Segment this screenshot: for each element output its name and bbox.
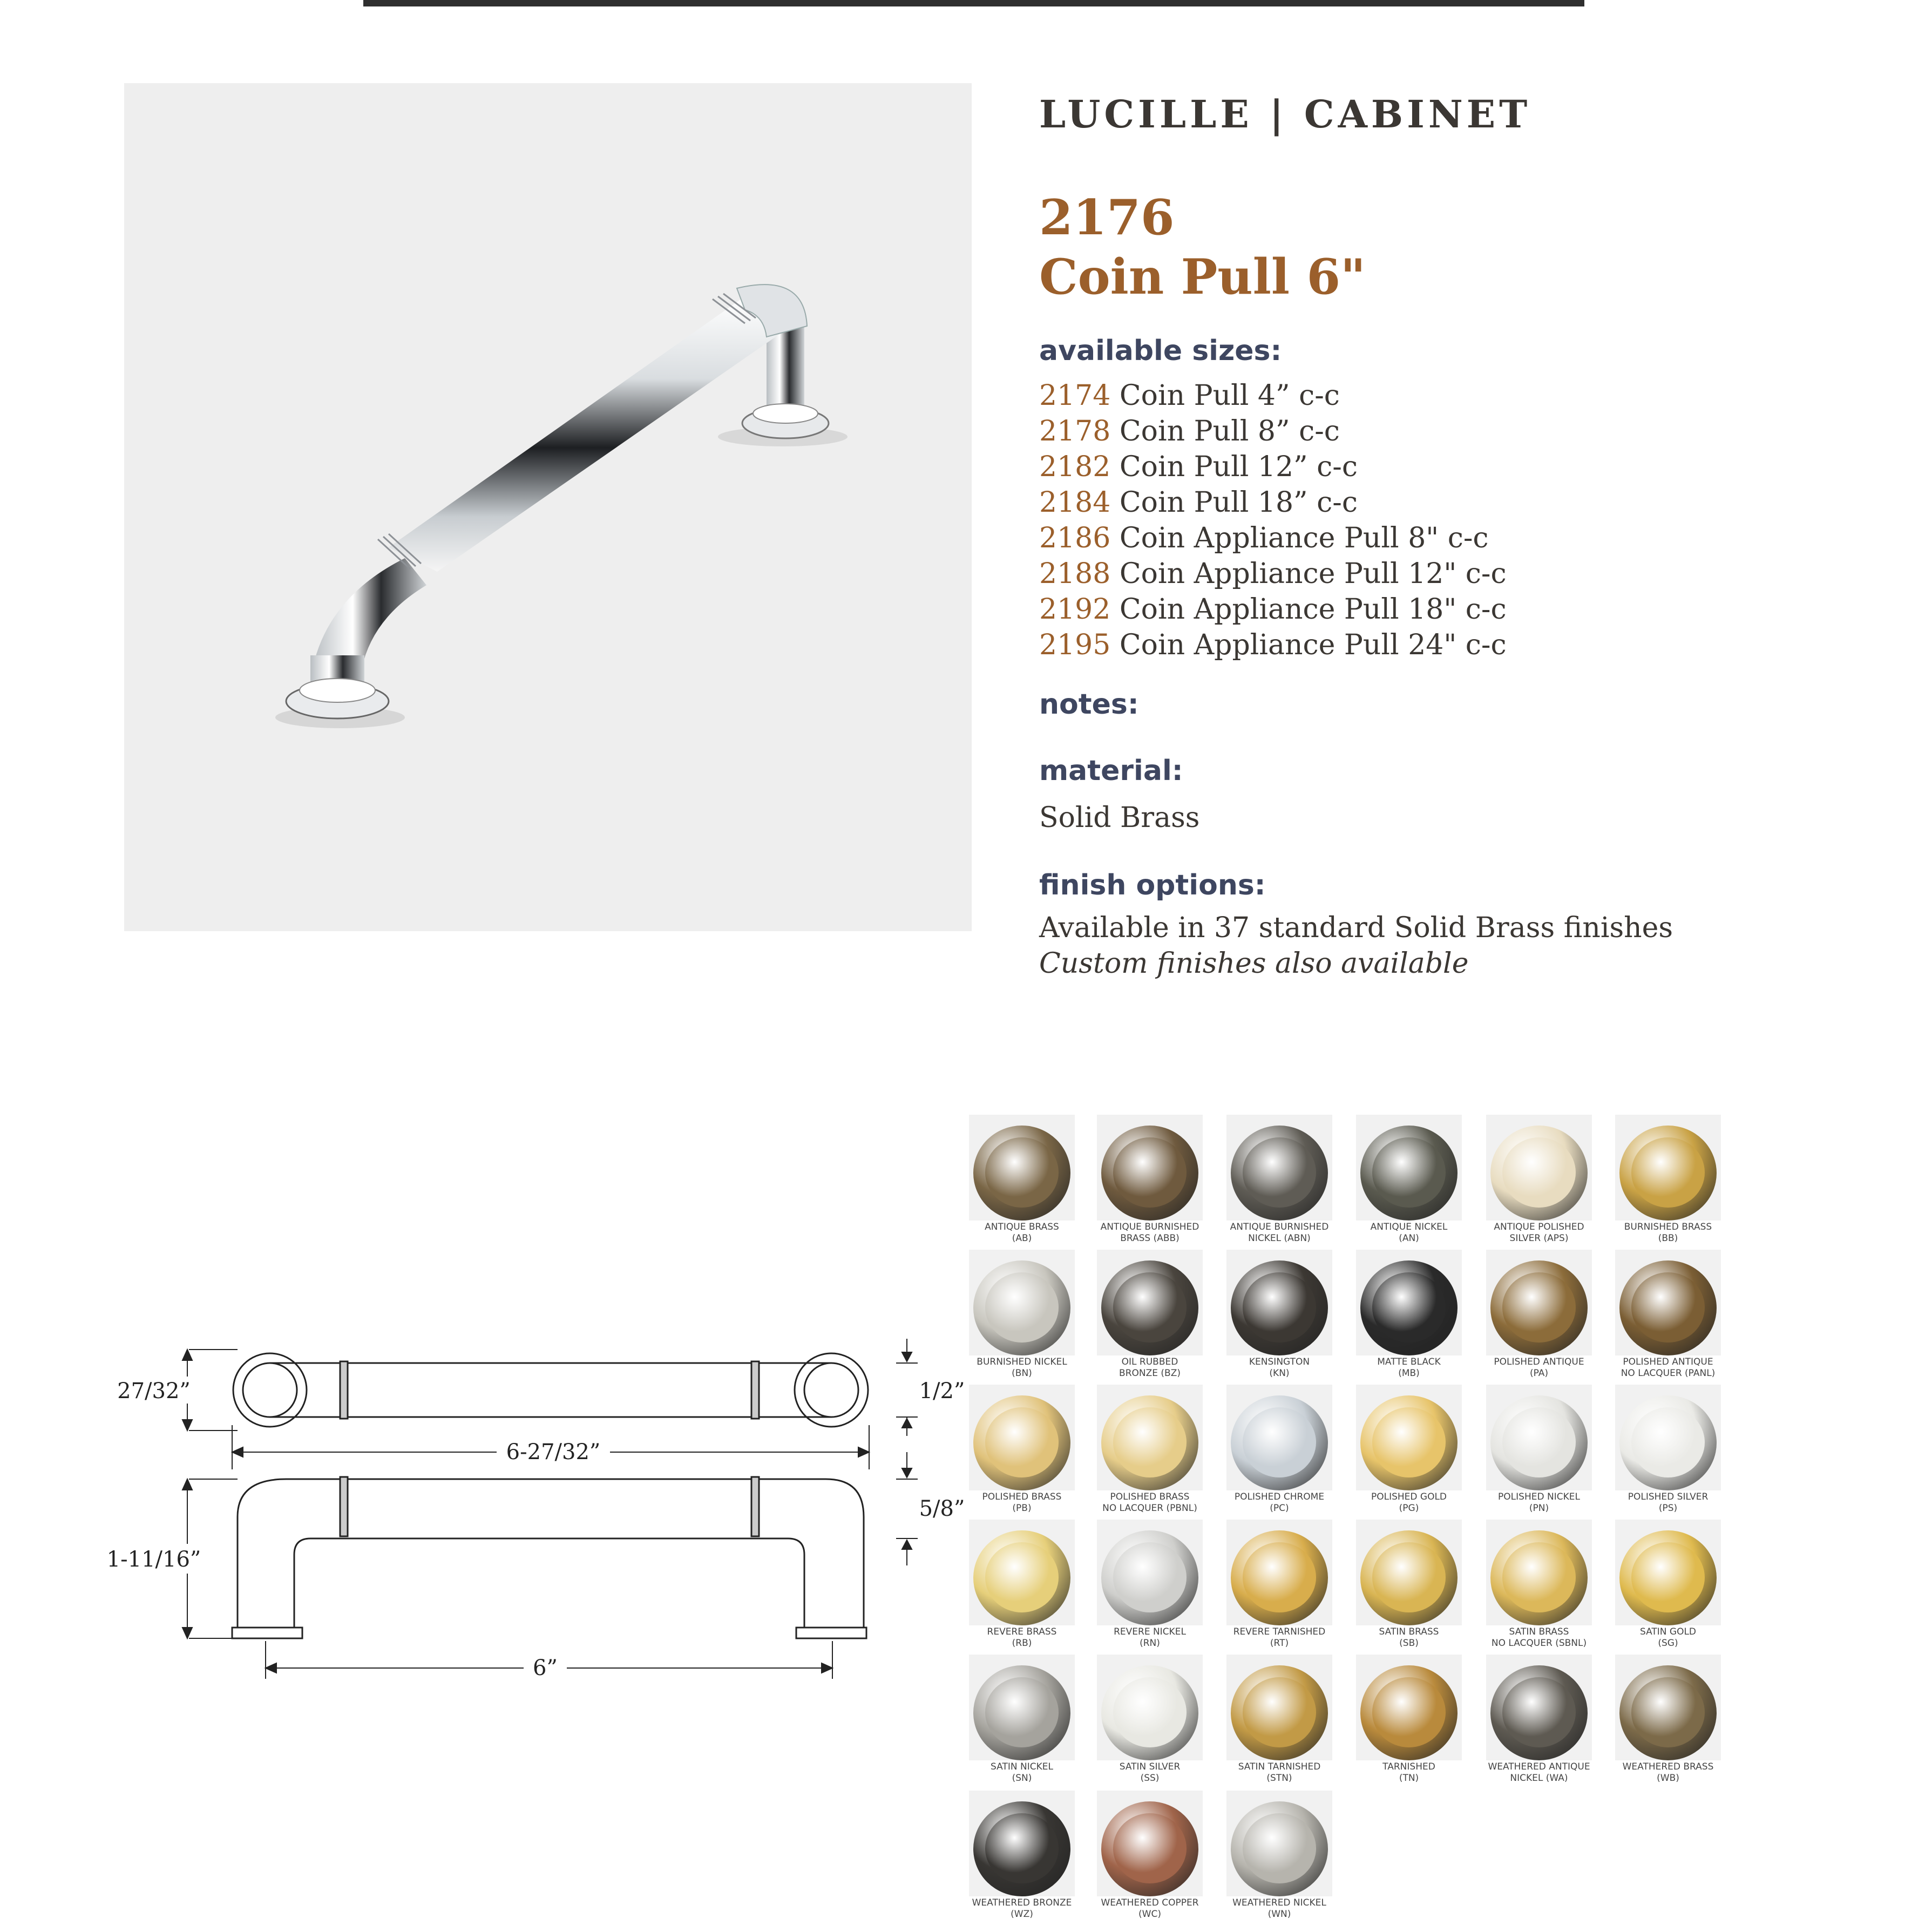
finish-name-line1: SATIN BRASS bbox=[1509, 1626, 1569, 1637]
knob-top bbox=[985, 1272, 1059, 1343]
size-desc: Coin Pull 18” c-c bbox=[1119, 486, 1358, 519]
finish-name-line1: POLISHED GOLD bbox=[1371, 1492, 1447, 1502]
finish-swatch bbox=[1097, 1115, 1210, 1244]
finish-name-line2: (KN) bbox=[1269, 1368, 1290, 1379]
finish-swatch bbox=[1615, 1520, 1728, 1649]
finish-knob-image bbox=[1356, 1520, 1462, 1625]
finish-name-line2: (SG) bbox=[1658, 1638, 1678, 1649]
knob-top bbox=[1502, 1272, 1576, 1343]
finish-name-line1: SATIN TARNISHED bbox=[1238, 1761, 1321, 1772]
finish-name bbox=[1093, 1357, 1206, 1379]
knob-top bbox=[1113, 1542, 1187, 1612]
finish-name-line2: (RN) bbox=[1140, 1638, 1160, 1649]
finish-name-line1: SATIN BRASS bbox=[1379, 1626, 1439, 1637]
list-item bbox=[1039, 556, 1507, 592]
notes-label: notes: bbox=[1039, 688, 1139, 721]
finish-swatch bbox=[1097, 1655, 1210, 1784]
finish-swatch bbox=[969, 1520, 1082, 1649]
finish-name bbox=[1093, 1492, 1206, 1514]
finish-swatch bbox=[1615, 1250, 1728, 1379]
finish-name-line2: (PB) bbox=[1012, 1503, 1032, 1514]
finish-knob-image bbox=[1486, 1520, 1592, 1625]
finish-swatch bbox=[1486, 1115, 1599, 1244]
finish-name bbox=[965, 1897, 1079, 1920]
finish-name-line1: REVERE TARNISHED bbox=[1233, 1626, 1326, 1637]
list-item bbox=[1039, 485, 1507, 520]
finish-name-line1: KENSINGTON bbox=[1249, 1357, 1310, 1367]
finish-name bbox=[1482, 1761, 1596, 1784]
dim-center: 6” bbox=[533, 1656, 558, 1680]
finish-knob-image bbox=[1097, 1520, 1203, 1625]
finish-swatch bbox=[1097, 1250, 1210, 1379]
finish-name bbox=[965, 1357, 1079, 1379]
finish-swatch bbox=[1226, 1250, 1340, 1379]
finish-knob-image bbox=[969, 1115, 1075, 1221]
finish-swatch bbox=[1356, 1385, 1469, 1514]
finish-name-line2: (MB) bbox=[1398, 1368, 1420, 1379]
finish-name-line1: BURNISHED BRASS bbox=[1624, 1222, 1712, 1232]
finish-name-line1: POLISHED BRASS bbox=[982, 1492, 1062, 1502]
finish-name-line2: NO LACQUER (PBNL) bbox=[1102, 1503, 1197, 1514]
dim-top-height: 27/32” bbox=[117, 1379, 191, 1404]
knob-top bbox=[1631, 1137, 1705, 1208]
finish-swatch bbox=[1615, 1385, 1728, 1514]
dim-overall-length: 6-27/32” bbox=[506, 1440, 601, 1465]
finish-name-line2: (BN) bbox=[1012, 1368, 1032, 1379]
finish-name bbox=[1093, 1897, 1206, 1920]
finish-swatch bbox=[969, 1791, 1082, 1920]
finish-name-line2: (TN) bbox=[1399, 1773, 1419, 1784]
product-photo bbox=[124, 83, 972, 931]
brand-title: LUCILLE | CABINET bbox=[1039, 92, 1531, 137]
knob-top bbox=[985, 1542, 1059, 1612]
product-sku: 2176 bbox=[1039, 189, 1175, 246]
finish-knob-image bbox=[1097, 1655, 1203, 1760]
size-code: 2184 bbox=[1039, 486, 1111, 519]
finish-swatch bbox=[1097, 1520, 1210, 1649]
finish-swatch bbox=[969, 1655, 1082, 1784]
dim-side-right: 5/8” bbox=[919, 1496, 965, 1521]
finish-name-line1: ANTIQUE POLISHED bbox=[1494, 1222, 1584, 1232]
finish-swatch bbox=[1356, 1115, 1469, 1244]
finish-knob-image bbox=[1097, 1250, 1203, 1355]
finish-name-line1: POLISHED BRASS bbox=[1110, 1492, 1190, 1502]
finish-name bbox=[1611, 1761, 1725, 1784]
finish-knob-image bbox=[1226, 1791, 1332, 1896]
finish-name bbox=[965, 1761, 1079, 1784]
knob-top bbox=[1243, 1677, 1316, 1747]
knob-top bbox=[985, 1407, 1059, 1477]
knob-top bbox=[1502, 1677, 1576, 1747]
finish-name bbox=[1223, 1492, 1336, 1514]
finish-knob-image bbox=[1356, 1655, 1462, 1760]
finish-name bbox=[1611, 1222, 1725, 1244]
finish-name bbox=[1223, 1626, 1336, 1649]
finish-name bbox=[1223, 1222, 1336, 1244]
finish-name-line1: WEATHERED COPPER bbox=[1101, 1897, 1199, 1908]
finish-name-line2: (SB) bbox=[1399, 1638, 1419, 1649]
finish-swatch bbox=[1486, 1385, 1599, 1514]
knob-top bbox=[1631, 1542, 1705, 1612]
finish-name bbox=[1482, 1492, 1596, 1514]
finish-name-line1: ANTIQUE NICKEL bbox=[1370, 1222, 1448, 1232]
finish-knob-image bbox=[1486, 1385, 1592, 1490]
finish-name-line2: (AN) bbox=[1399, 1233, 1419, 1244]
knob-top bbox=[1243, 1272, 1316, 1343]
knob-top bbox=[985, 1677, 1059, 1747]
list-item bbox=[1039, 413, 1507, 449]
knob-top bbox=[1502, 1407, 1576, 1477]
finish-swatch bbox=[969, 1250, 1082, 1379]
finish-name bbox=[1093, 1761, 1206, 1784]
finish-name-line1: REVERE NICKEL bbox=[1114, 1626, 1186, 1637]
finish-name-line1: POLISHED CHROME bbox=[1234, 1492, 1325, 1502]
knob-top bbox=[1502, 1542, 1576, 1612]
knob-top bbox=[1113, 1407, 1187, 1477]
finish-name bbox=[1223, 1761, 1336, 1784]
size-desc: Coin Appliance Pull 24" c-c bbox=[1119, 629, 1507, 661]
finish-name bbox=[1352, 1222, 1466, 1244]
knob-top bbox=[985, 1137, 1059, 1208]
finish-name bbox=[1352, 1761, 1466, 1784]
finish-swatch bbox=[1615, 1115, 1728, 1244]
finish-name-line1: SATIN NICKEL bbox=[991, 1761, 1053, 1772]
size-desc: Coin Pull 12” c-c bbox=[1119, 451, 1358, 483]
finish-swatch bbox=[1356, 1655, 1469, 1784]
finish-name-line1: ANTIQUE BRASS bbox=[985, 1222, 1059, 1232]
custom-finishes-text: Custom finishes also available bbox=[1039, 947, 1469, 980]
list-item bbox=[1039, 449, 1507, 485]
finish-swatch bbox=[1356, 1520, 1469, 1649]
knob-top bbox=[1372, 1137, 1446, 1208]
knob-top bbox=[1502, 1137, 1576, 1208]
finish-name bbox=[965, 1492, 1079, 1514]
finish-swatch bbox=[1226, 1791, 1340, 1920]
finish-swatch bbox=[1226, 1115, 1340, 1244]
size-code: 2186 bbox=[1039, 522, 1111, 554]
dim-top-right: 1/2” bbox=[919, 1379, 965, 1404]
finish-knob-image bbox=[1226, 1115, 1332, 1221]
finish-name-line2: (AB) bbox=[1012, 1233, 1032, 1244]
finish-swatch bbox=[1226, 1655, 1340, 1784]
knob-top bbox=[1113, 1813, 1187, 1883]
finish-knob-image bbox=[1615, 1250, 1721, 1355]
finish-knob-image bbox=[1356, 1385, 1462, 1490]
finish-knob-image bbox=[969, 1250, 1075, 1355]
finish-name-line2: NICKEL (ABN) bbox=[1248, 1233, 1311, 1244]
finish-swatch bbox=[1097, 1791, 1210, 1920]
finish-knob-image bbox=[1226, 1655, 1332, 1760]
finish-name-line1: POLISHED ANTIQUE bbox=[1623, 1357, 1713, 1367]
finish-name bbox=[1223, 1897, 1336, 1920]
finish-name-line1: MATTE BLACK bbox=[1377, 1357, 1441, 1367]
finish-options-text: Available in 37 standard Solid Brass finishes bbox=[1039, 912, 1673, 944]
finish-name bbox=[1352, 1357, 1466, 1379]
finish-swatch bbox=[1486, 1520, 1599, 1649]
finish-name bbox=[1352, 1492, 1466, 1514]
finish-name bbox=[1482, 1357, 1596, 1379]
finish-knob-image bbox=[1226, 1520, 1332, 1625]
list-item bbox=[1039, 378, 1507, 413]
knob-top bbox=[1113, 1677, 1187, 1747]
top-rule bbox=[363, 0, 1584, 6]
finish-knob-image bbox=[1486, 1250, 1592, 1355]
finish-name bbox=[1611, 1357, 1725, 1379]
finish-name-line2: (PS) bbox=[1658, 1503, 1678, 1514]
list-item bbox=[1039, 627, 1507, 663]
size-desc: Coin Appliance Pull 18" c-c bbox=[1119, 593, 1507, 626]
finish-swatch bbox=[1486, 1655, 1599, 1784]
finish-knob-image bbox=[1486, 1655, 1592, 1760]
size-code: 2182 bbox=[1039, 451, 1111, 483]
finish-name-line2: (WC) bbox=[1138, 1909, 1161, 1920]
size-code: 2174 bbox=[1039, 379, 1111, 412]
size-code: 2178 bbox=[1039, 415, 1111, 448]
finish-name-line1: ANTIQUE BURNISHED bbox=[1100, 1222, 1199, 1232]
finish-name-line2: (PC) bbox=[1270, 1503, 1289, 1514]
finish-knob-image bbox=[1226, 1385, 1332, 1490]
finish-name bbox=[1482, 1626, 1596, 1649]
finish-knob-image bbox=[1615, 1520, 1721, 1625]
size-code: 2188 bbox=[1039, 558, 1111, 590]
knob-top bbox=[1631, 1272, 1705, 1343]
available-sizes-label: available sizes: bbox=[1039, 335, 1282, 367]
finish-name bbox=[1482, 1222, 1596, 1244]
finish-name-line2: (RT) bbox=[1270, 1638, 1289, 1649]
finish-name bbox=[1093, 1222, 1206, 1244]
finish-swatch bbox=[969, 1385, 1082, 1514]
size-code: 2192 bbox=[1039, 593, 1111, 626]
finish-swatch bbox=[1226, 1520, 1340, 1649]
finish-name-line1: POLISHED NICKEL bbox=[1498, 1492, 1580, 1502]
finish-name-line2: (WB) bbox=[1657, 1773, 1679, 1784]
list-item bbox=[1039, 520, 1507, 556]
finish-name-line2: (SS) bbox=[1140, 1773, 1160, 1784]
size-desc: Coin Appliance Pull 12" c-c bbox=[1119, 558, 1507, 590]
sizes-list bbox=[1039, 378, 1507, 663]
size-code: 2195 bbox=[1039, 629, 1111, 661]
finish-name bbox=[965, 1222, 1079, 1244]
finish-knob-image bbox=[1097, 1385, 1203, 1490]
finish-name-line1: WEATHERED ANTIQUE bbox=[1488, 1761, 1590, 1772]
size-desc: Coin Appliance Pull 8" c-c bbox=[1119, 522, 1489, 554]
finish-name-line1: SATIN GOLD bbox=[1639, 1626, 1697, 1637]
finish-swatch bbox=[969, 1115, 1082, 1244]
finish-name-line2: (PN) bbox=[1529, 1503, 1549, 1514]
finish-name-line1: ANTIQUE BURNISHED bbox=[1230, 1222, 1329, 1232]
knob-top bbox=[1243, 1407, 1316, 1477]
list-item bbox=[1039, 592, 1507, 627]
finish-name-line2: (SN) bbox=[1012, 1773, 1032, 1784]
finish-knob-image bbox=[1615, 1655, 1721, 1760]
finish-name-line2: (STN) bbox=[1266, 1773, 1292, 1784]
finish-name-line2: (BB) bbox=[1658, 1233, 1678, 1244]
finish-name bbox=[1352, 1626, 1466, 1649]
finish-name bbox=[1611, 1492, 1725, 1514]
finish-name bbox=[965, 1626, 1079, 1649]
finish-name-line1: SATIN SILVER bbox=[1119, 1761, 1181, 1772]
finish-swatch bbox=[1097, 1385, 1210, 1514]
finish-swatch bbox=[1615, 1655, 1728, 1784]
finish-name-line1: BURNISHED NICKEL bbox=[977, 1357, 1067, 1367]
finish-name-line2: (WZ) bbox=[1011, 1909, 1033, 1920]
finish-name-line2: NO LACQUER (PANL) bbox=[1621, 1368, 1716, 1379]
finish-name-line1: TARNISHED bbox=[1382, 1761, 1435, 1772]
finish-name-line2: BRONZE (BZ) bbox=[1119, 1368, 1181, 1379]
finish-name-line2: (WN) bbox=[1267, 1909, 1291, 1920]
finish-options-label: finish options: bbox=[1039, 869, 1266, 901]
finish-knob-image bbox=[1097, 1115, 1203, 1221]
knob-top bbox=[1372, 1677, 1446, 1747]
finish-knob-image bbox=[1097, 1791, 1203, 1896]
knob-top bbox=[1372, 1272, 1446, 1343]
finish-name-line1: POLISHED SILVER bbox=[1628, 1492, 1709, 1502]
finish-name-line2: NICKEL (WA) bbox=[1510, 1773, 1568, 1784]
finish-knob-image bbox=[1356, 1250, 1462, 1355]
dimension-drawing bbox=[106, 1328, 966, 1717]
finish-name bbox=[1093, 1626, 1206, 1649]
finish-knob-image bbox=[1486, 1115, 1592, 1221]
finish-knob-image bbox=[1226, 1250, 1332, 1355]
finish-name-line1: OIL RUBBED bbox=[1121, 1357, 1178, 1367]
finish-name-line1: WEATHERED BRASS bbox=[1622, 1761, 1714, 1772]
finish-name-line2: BRASS (ABB) bbox=[1120, 1233, 1179, 1244]
knob-top bbox=[985, 1813, 1059, 1883]
knob-top bbox=[1113, 1137, 1187, 1208]
material-value: Solid Brass bbox=[1039, 802, 1200, 834]
finish-name-line1: REVERE BRASS bbox=[987, 1626, 1057, 1637]
finish-name-line1: WEATHERED BRONZE bbox=[972, 1897, 1072, 1908]
finish-knob-image bbox=[1356, 1115, 1462, 1221]
finish-name bbox=[1223, 1357, 1336, 1379]
knob-top bbox=[1631, 1407, 1705, 1477]
finish-knob-image bbox=[1615, 1385, 1721, 1490]
finish-knob-image bbox=[969, 1655, 1075, 1760]
finish-name bbox=[1611, 1626, 1725, 1649]
finish-name-line2: SILVER (APS) bbox=[1509, 1233, 1569, 1244]
size-desc: Coin Pull 4” c-c bbox=[1119, 379, 1340, 412]
finish-name-line2: (PG) bbox=[1399, 1503, 1419, 1514]
finish-name-line1: POLISHED ANTIQUE bbox=[1494, 1357, 1584, 1367]
finish-name-line2: NO LACQUER (SBNL) bbox=[1491, 1638, 1587, 1649]
knob-top bbox=[1631, 1677, 1705, 1747]
finish-knob-image bbox=[969, 1791, 1075, 1896]
knob-top bbox=[1372, 1542, 1446, 1612]
knob-top bbox=[1113, 1272, 1187, 1343]
knob-top bbox=[1243, 1813, 1316, 1883]
finish-name-line2: (RB) bbox=[1012, 1638, 1032, 1649]
finish-knob-image bbox=[1615, 1115, 1721, 1221]
knob-top bbox=[1243, 1542, 1316, 1612]
finish-knob-image bbox=[969, 1385, 1075, 1490]
material-label: material: bbox=[1039, 755, 1183, 787]
finish-name-line1: WEATHERED NICKEL bbox=[1232, 1897, 1326, 1908]
finish-swatch bbox=[1226, 1385, 1340, 1514]
finish-name-line2: (PA) bbox=[1529, 1368, 1549, 1379]
dim-side-height: 1-11/16” bbox=[106, 1547, 201, 1572]
finish-knob-image bbox=[969, 1520, 1075, 1625]
product-name: Coin Pull 6" bbox=[1039, 248, 1366, 306]
knob-top bbox=[1372, 1407, 1446, 1477]
size-desc: Coin Pull 8” c-c bbox=[1119, 415, 1340, 448]
knob-top bbox=[1243, 1137, 1316, 1208]
finish-swatch bbox=[1356, 1250, 1469, 1379]
finish-swatch bbox=[1486, 1250, 1599, 1379]
